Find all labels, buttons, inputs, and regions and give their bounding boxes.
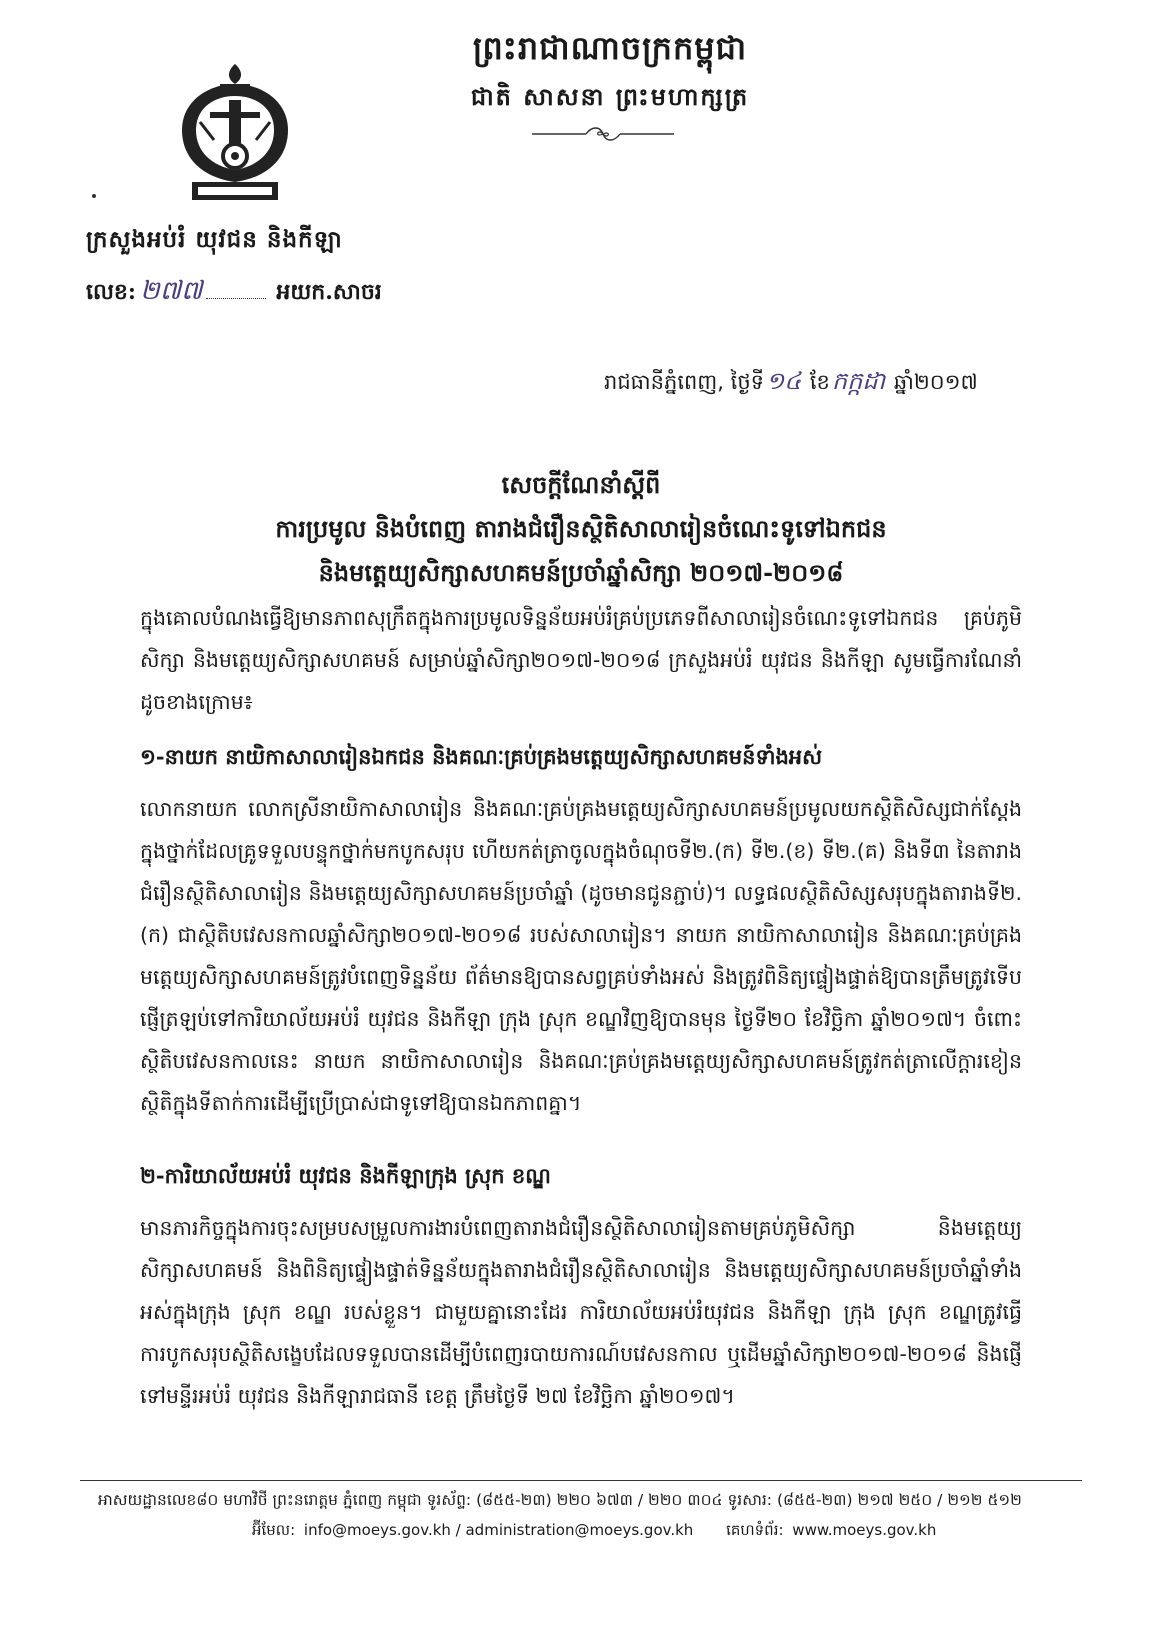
- email-label: អ៊ីមែល:: [252, 1521, 296, 1539]
- footer-contacts: [252, 1521, 940, 1543]
- date-prefix: រាជធានីភ្នំពេញ, ថ្ងៃទី: [604, 370, 764, 394]
- reference-dotted-line: [206, 298, 266, 299]
- ministry-seal-icon: [170, 60, 300, 210]
- scan-dot: [92, 194, 96, 198]
- document-title-line3: និងមត្តេយ្យសិក្សាសហគមន៍ប្រចាំឆ្នាំសិក្សា ២០១៧-២០១៨: [318, 558, 844, 587]
- email-address: info@moeys.gov.kh / administration@moeys.gov.kh: [303, 1521, 694, 1539]
- website-label: គេហទំព័រ:: [726, 1521, 784, 1539]
- intro-paragraph: ក្នុងគោលបំណងធ្វើឱ្យមានភាពសុក្រឹតក្នុងការប្រមូលទិន្នន័យអប់រំគ្រប់ប្រភេទពីសាលារៀនចំណេះទូទៅឯកជន គ្រប់ភូមិសិក្សា និងមត្តេយ្យសិក្សាសហគមន៍ សម្រាប់ឆ្នាំសិក្សា២០១៧-២០១៨ ក្រសួងអប់រំ យុវជន និងកីឡា សូមធ្វើការណែនាំដូចខាងក្រោម៖: [140, 606, 1022, 714]
- document-title-line2: ការប្រមូល និងបំពេញ តារាងជំរឿនស្ថិតិសាលារៀនចំណេះទូទៅឯកជន: [275, 514, 887, 543]
- footer-address: អាសយដ្ឋានលេខ៨០ មហាវិថី ព្រះនរោត្តម ភ្នំពេញ កម្ពុជា ទូរស័ព្ទ: (៨៥៥-២៣) ២២០ ៦៧៣ / ២២០ ៣០៤ ទូរសារ: (៨៥៥-២៣) ២១៧ ២៥០ / ២១២ ៥១២: [98, 1491, 1022, 1509]
- section2-paragraph: មានភារកិច្ចក្នុងការចុះសម្របសម្រួលការងារបំពេញតារាងជំរឿនស្ថិតិសាលារៀនតាមគ្រប់ភូមិសិក្សា និងមត្តេយ្យសិក្សាសហគមន៍ និងពិនិត្យផ្ទៀងផ្ទាត់ទិន្នន័យក្នុងតារាងជំរឿនស្ថិតិសាលារៀន និងមត្តេយ្យសិក្សាសហគមន៍ប្រចាំឆ្នាំទាំងអស់ក្នុងក្រុង ស្រុក ខណ្ឌ របស់ខ្លួន។ ជាមួយគ្នានោះដែរ ការិយាល័យអប់រំយុវជន និងកីឡា ក្រុង ស្រុក ខណ្ឌត្រូវធ្វើការបូកសរុបស្ថិតិសង្ខេបដែលទទួលបានដើម្បីបំពេញរបាយការណ៍បវេសនកាល ឬដើមឆ្នាំសិក្សា២០១៧-២០១៨ និងផ្ញើទៅមន្ទីរអប់រំ យុវជន និងកីឡារាជធានី ខេត្ត ត្រឹមថ្ងៃទី ២៧ ខែវិច្ឆិកា ឆ្នាំ២០១៧។: [140, 1216, 1022, 1408]
- date-month-label: ខែ: [809, 370, 830, 394]
- ornament-divider-icon: [528, 124, 678, 144]
- reference-label: លេខ:: [86, 279, 137, 305]
- ministry-name: ក្រសួងអប់រំ យុវជន និងកីឡា: [86, 226, 343, 253]
- footer-divider: [80, 1480, 1082, 1481]
- date-line: [604, 366, 978, 401]
- section1-heading: ១-នាយក នាយិកាសាលារៀនឯកជន និងគណៈគ្រប់គ្រងមត្តេយ្យសិក្សាសហគមន៍ទាំងអស់: [140, 744, 823, 769]
- reference-code: អយក.សាចរ: [276, 279, 382, 305]
- date-day: ១៤: [765, 367, 802, 395]
- date-year: ឆ្នាំ២០១៧: [893, 370, 978, 394]
- date-month: កក្កដា: [831, 367, 886, 395]
- website-address: www.moeys.gov.kh: [792, 1521, 937, 1539]
- section1-paragraph: លោកនាយក លោកស្រីនាយិកាសាលារៀន និងគណៈគ្រប់គ្រងមត្តេយ្យសិក្សាសហគមន៍ប្រមូលយកស្ថិតិសិស្សជាក់ស្តែងក្នុងថ្នាក់ដែលគ្រូទទួលបន្ទុកថ្នាក់មកបូកសរុប ហើយកត់ត្រាចូលក្នុងចំណុចទី២.(ក) ទី២.(ខ) ទី២.(គ) និងទី៣ នៃតារាងជំរឿនស្ថិតិសាលារៀន និងមត្តេយ្យសិក្សាសហគមន៍ប្រចាំឆ្នាំ (ដូចមានជូនភ្ជាប់)។ លទ្ធផលស្ថិតិសិស្សសរុបក្នុងតារាងទី២.(ក) ជាស្ថិតិបវេសនកាលឆ្នាំសិក្សា២០១៧-២០១៨ របស់សាលារៀន។ នាយក នាយិកាសាលារៀន និងគណៈគ្រប់គ្រងមត្តេយ្យសិក្សាសហគមន៍ត្រូវបំពេញទិន្នន័យ ព័ត៌មានឱ្យបានសព្វគ្រប់ទាំងអស់ និងត្រូវពិនិត្យផ្ទៀងផ្ទាត់ឱ្យបានត្រឹមត្រូវទើបផ្ញើត្រឡប់ទៅការិយាល័យអប់រំ យុវជន និងកីឡា ក្រុង ស្រុក ខណ្ឌវិញឱ្យបានមុន ថ្ងៃទី២០ ខែវិច្ឆិកា ឆ្នាំ២០១៧។ ចំពោះស្ថិតិបវេសនកាលនេះ នាយក នាយិកាសាលារៀន និងគណៈគ្រប់គ្រងមត្តេយ្យសិក្សាសហគមន៍ត្រូវកត់ត្រាលើក្តារខៀនស្ថិតិក្នុងទីតាក់ការដើម្បីប្រើប្រាស់ជាទូទៅឱ្យបានឯកភាពគ្នា។: [140, 797, 1022, 1115]
- reference-number: ២៧៧: [140, 276, 203, 306]
- document-title-line1: សេចក្តីណែនាំស្តីពី: [501, 470, 661, 499]
- section2-heading: ២-ការិយាល័យអប់រំ យុវជន និងកីឡាក្រុង ស្រុក ខណ្ឌ: [140, 1163, 551, 1188]
- national-motto: ជាតិ សាសនា ព្រះមហាក្សត្រ: [470, 82, 750, 111]
- kingdom-header: ព្រះរាជាណាចក្រកម្ពុជា: [472, 29, 748, 67]
- reference-line: [86, 274, 382, 312]
